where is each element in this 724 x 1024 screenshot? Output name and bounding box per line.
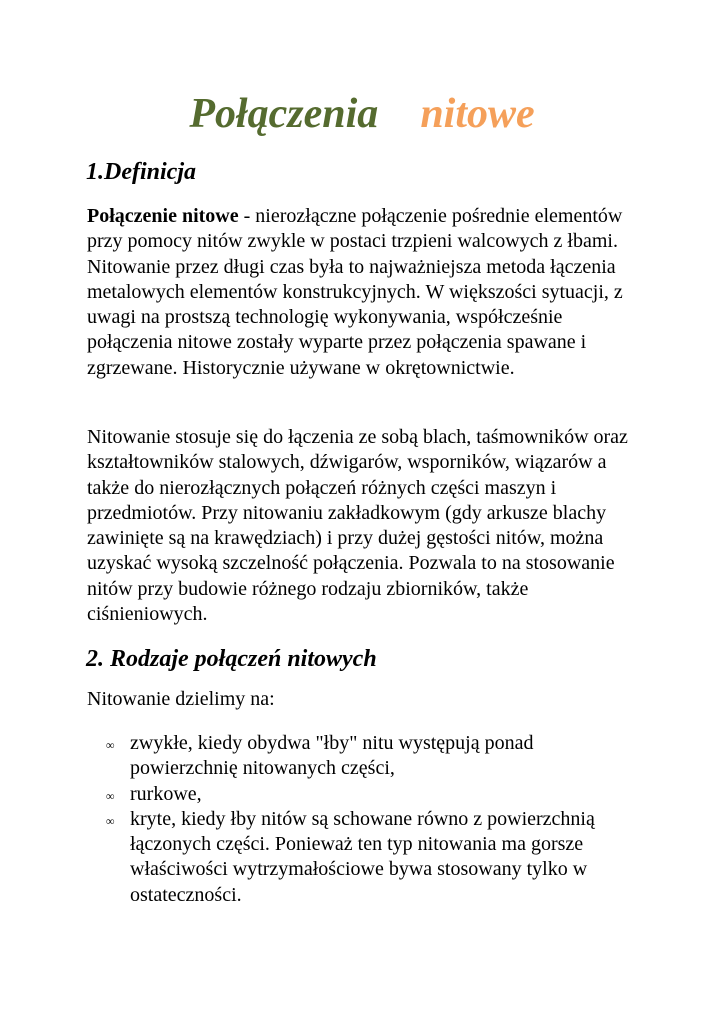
title-part-2: nitowe — [420, 91, 535, 137]
section-2-intro: Nitowanie dzielimy na: — [87, 688, 275, 710]
section-1-paragraph-2: Nitowanie stosuje się do łączenia ze sobą blach, taśmowników oraz kształtowników stalowych, dźwigarów, wsporników, wiązarów a także do nierozłącznych połączeń różnych części maszyn i przedmiotów. Przy nitowaniu zakładkowym (gdy arkusze blachy zawinięte są na krawędziach) i przy dużej gęstości nitów, można uzyskać wysoką szczelność połączenia. Pozwala to na stosowanie nitów przy budowie różnego rodzaju zbiorników, także ciśnieniowych. — [87, 426, 628, 626]
section-1-paragraph-1 — [87, 204, 647, 381]
list-item-text: rurkowe, — [130, 782, 202, 805]
definition-text: - nierozłączne połączenie pośrednie elementów przy pomocy nitów zwykle w postaci trzpieni walcowych z łbami. Nitowanie przez długi czas była to najważniejsza metoda łączenia metalowych elementów konstrukcyjnych. W większości sytuacji, z uwagi na prostszą technologię wykonywania, współcześnie połączenia nitowe zostały wyparte przez połączenia spawane i zgrzewane. Historycznie używane w okrętownictwie. — [87, 205, 623, 379]
list-item — [104, 731, 624, 782]
list-item — [104, 807, 624, 908]
term-bold: Połączenie nitowe — [87, 205, 239, 227]
infinity-bullet-icon: ∞ — [106, 788, 115, 803]
title-part-1: Połączenia — [189, 91, 379, 137]
section-2-heading: 2. Rodzaje połączeń nitowych — [86, 646, 377, 672]
infinity-bullet-icon: ∞ — [106, 738, 115, 752]
list-item-text: zwykłe, kiedy obydwa "łby" nitu występują ponad powierzchnię nitowanych części, — [130, 732, 534, 780]
list-item — [104, 782, 624, 807]
section-1-heading: 1.Definicja — [86, 159, 196, 185]
infinity-bullet-icon: ∞ — [106, 813, 115, 828]
list-item-text: kryte, kiedy łby nitów są schowane równo z powierzchnią łączonych części. Ponieważ ten typ nitowania ma gorsze właściwości wytrzymałościowe bywa stosowany tylko w ostateczności. — [130, 807, 595, 906]
page-title — [0, 88, 724, 140]
rivet-types-list — [104, 731, 624, 908]
